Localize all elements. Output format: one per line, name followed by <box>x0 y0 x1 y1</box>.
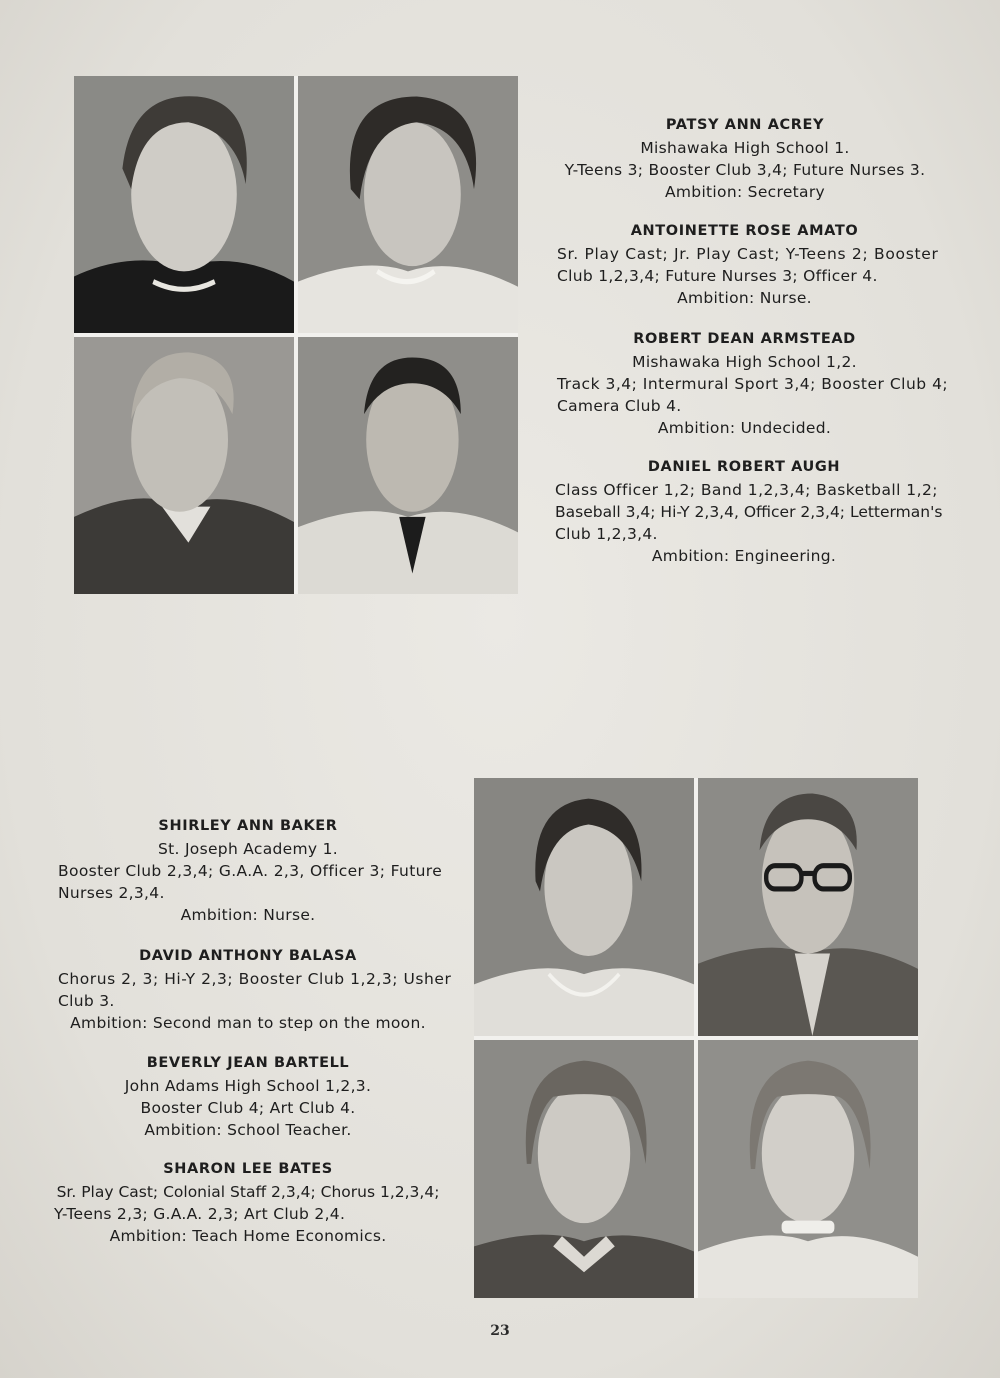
bio-line: Mishawaka High School 1,2. <box>632 353 857 371</box>
bio-line: Y-Teens 2,3; G.A.A. 2,3; Art Club 2,4. <box>54 1205 346 1223</box>
bio-line: Sr. Play Cast; Jr. Play Cast; Y-Teens 2; Booster <box>557 245 939 263</box>
bio-line: John Adams High School 1,2,3. <box>124 1077 372 1095</box>
portrait-sharon-lee-bates <box>698 1040 918 1298</box>
portrait-daniel-robert-augh <box>298 337 518 594</box>
bio-daniel-robert-augh <box>555 456 943 567</box>
bio-line: Booster Club 4; Art Club 4. <box>140 1099 356 1117</box>
student-name: BEVERLY JEAN BARTELL <box>146 1055 350 1071</box>
bio-line: Club 1,2,3,4; Future Nurses 3; Officer 4. <box>557 267 878 285</box>
portrait-antoinette-rose-amato <box>298 76 518 333</box>
bio-robert-dean-armstead <box>557 328 949 439</box>
bio-line: Mishawaka High School 1. <box>640 139 850 157</box>
bio-line: Ambition: Undecided. <box>657 419 832 437</box>
portrait-patsy-ann-acrey <box>74 76 294 333</box>
bio-line: Ambition: Engineering. <box>651 547 837 565</box>
bio-line: Y-Teens 3; Booster Club 3,4; Future Nurses 3. <box>564 161 926 179</box>
bio-shirley-ann-baker <box>58 815 443 926</box>
bio-line: Club 1,2,3,4. <box>555 525 658 543</box>
bio-antoinette-rose-amato <box>557 220 939 309</box>
bio-line: Ambition: Teach Home Economics. <box>109 1227 387 1245</box>
student-name: PATSY ANN ACREY <box>665 117 825 133</box>
bio-line: Sr. Play Cast; Colonial Staff 2,3,4; Chorus 1,2,3,4; <box>56 1183 440 1201</box>
bio-line: Class Officer 1,2; Band 1,2,3,4; Basketball 1,2; <box>555 481 938 499</box>
bio-line: Track 3,4; Intermural Sport 3,4; Booster Club 4; <box>557 375 949 393</box>
bio-line: Club 3. <box>58 992 115 1010</box>
student-name: ROBERT DEAN ARMSTEAD <box>633 331 856 347</box>
bio-line: Ambition: Nurse. <box>180 906 316 924</box>
bio-line: Ambition: Secretary <box>665 183 825 201</box>
student-name: SHARON LEE BATES <box>163 1161 333 1177</box>
student-name: SHIRLEY ANN BAKER <box>158 818 338 834</box>
bio-david-anthony-balasa <box>58 945 452 1034</box>
bio-beverly-jean-bartell <box>58 1052 438 1141</box>
portrait-shirley-ann-baker <box>474 778 694 1036</box>
portrait-robert-dean-armstead <box>74 337 294 594</box>
bottom-photo-grid <box>474 778 918 1298</box>
student-name: DAVID ANTHONY BALASA <box>139 948 357 964</box>
bio-line: Camera Club 4. <box>557 397 682 415</box>
bio-line: Nurses 2,3,4. <box>58 884 165 902</box>
top-photo-grid <box>74 76 518 594</box>
bio-line: Chorus 2, 3; Hi-Y 2,3; Booster Club 1,2,3; Usher <box>58 970 452 988</box>
portrait-david-anthony-balasa <box>698 778 918 1036</box>
student-name: DANIEL ROBERT AUGH <box>647 459 841 475</box>
portrait-beverly-jean-bartell <box>474 1040 694 1298</box>
bio-patsy-ann-acrey <box>545 114 945 203</box>
bio-line: Baseball 3,4; Hi-Y 2,3,4, Officer 2,3,4; Letterman's <box>555 503 943 521</box>
bio-line: Ambition: Second man to step on the moon. <box>70 1014 426 1032</box>
bio-line: Ambition: Nurse. <box>677 289 812 307</box>
bio-line: Ambition: School Teacher. <box>144 1121 352 1139</box>
page-number: 23 <box>490 1323 510 1339</box>
student-name: ANTOINETTE ROSE AMATO <box>630 223 859 239</box>
bio-line: Booster Club 2,3,4; G.A.A. 2,3, Officer 3; Future <box>58 862 443 880</box>
bio-line: St. Joseph Academy 1. <box>157 840 339 858</box>
bio-sharon-lee-bates <box>54 1158 442 1247</box>
